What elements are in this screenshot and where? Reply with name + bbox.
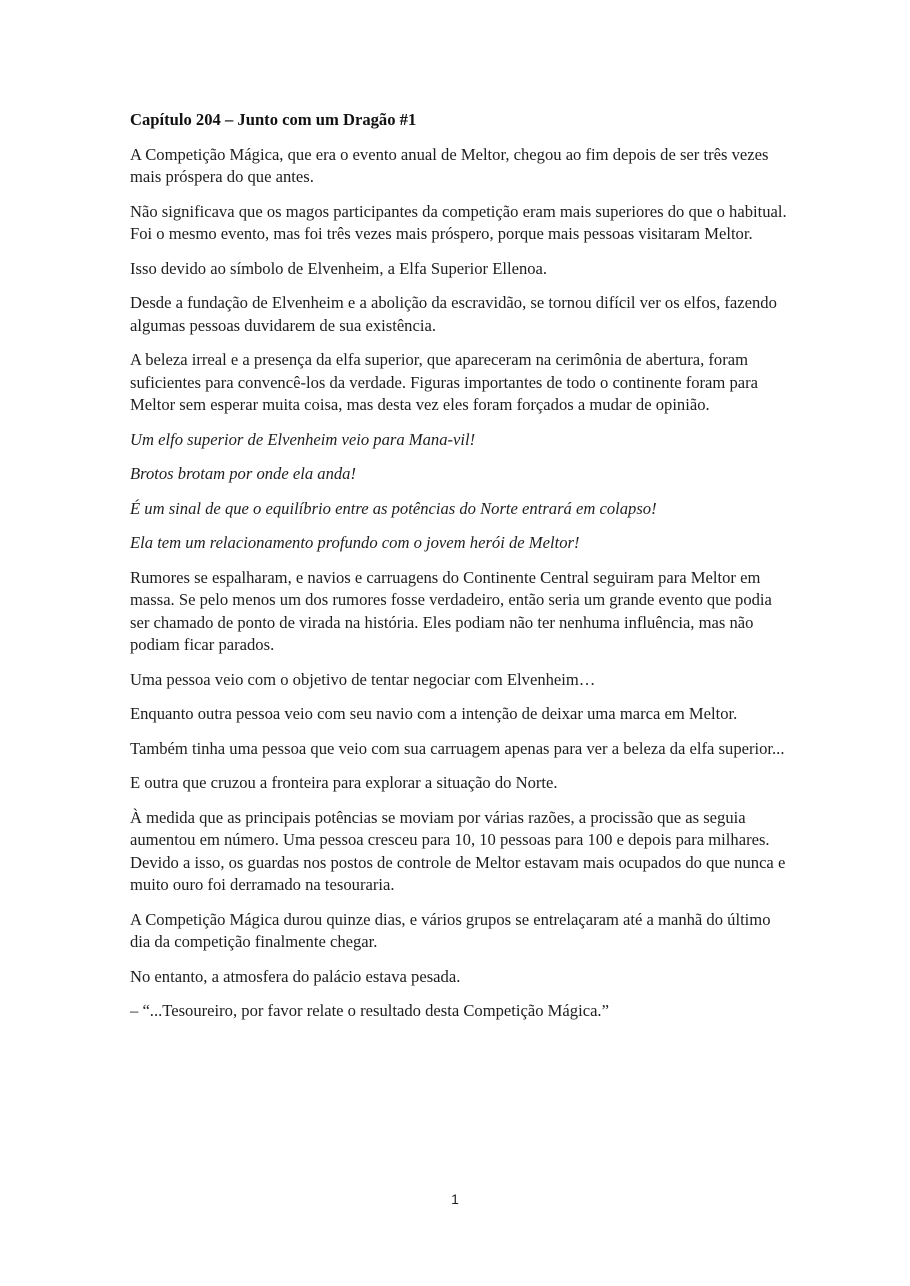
rumor-line-4: Ela tem um relacionamento profundo com o jovem herói de Meltor! [130, 533, 580, 552]
rumor-line-3: É um sinal de que o equilíbrio entre as potências do Norte entrará em colapso! [130, 498, 657, 518]
paragraph-13: Também tinha uma pessoa que veio com sua carruagem apenas para ver a beleza da elfa superior... [130, 738, 785, 758]
paragraph-15: À medida que as principais potências se moviam por várias razões, a procissão que as seguia aumentou em número. Uma pessoa cresceu para 10, 10 pessoas para 100 e depois para milhares. Devido a isso, os guardas nos postos de controle de Meltor estavam mais ocupados do que nunca e muito ouro foi derramado na tesouraria. [130, 807, 786, 894]
document-body [130, 109, 790, 1035]
paragraph-12: Enquanto outra pessoa veio com seu navio com a intenção de deixar uma marca em Meltor. [130, 704, 738, 723]
paragraph-14: E outra que cruzou a fronteira para explorar a situação do Norte. [130, 773, 558, 792]
paragraph-3: Isso devido ao símbolo de Elvenheim, a Elfa Superior Ellenoa. [130, 258, 548, 278]
rumor-line-2: Brotos brotam por onde ela anda! [130, 464, 357, 483]
paragraph-2: Não significava que os magos participantes da competição eram mais superiores do que o habitual. Foi o mesmo evento, mas foi três vezes mais próspero, porque mais pessoas visitaram Meltor. [130, 201, 787, 243]
paragraph-10: Rumores se espalharam, e navios e carruagens do Continente Central seguiram para Meltor em massa. Se pelo menos um dos rumores fosse verdadeiro, então seria um grande evento que podia ser chamado de ponto de virada na história. Eles podiam não ter nenhuma influência, mas não podiam ficar parados. [130, 567, 772, 654]
paragraph-17: No entanto, a atmosfera do palácio estava pesada. [130, 966, 461, 986]
paragraph-11: Uma pessoa veio com o objetivo de tentar negociar com Elvenheim… [130, 669, 596, 689]
paragraph-1: A Competição Mágica, que era o evento anual de Meltor, chegou ao fim depois de ser três vezes mais próspera do que antes. [130, 144, 769, 186]
paragraph-5: A beleza irreal e a presença da elfa superior, que apareceram na cerimônia de abertura, foram suficientes para convencê-los da verdade. Figuras importantes de todo o continente foram para Meltor sem esperar muita coisa, mas desta vez eles foram forçados a mudar de opinião. [130, 350, 759, 414]
chapter-title: Capítulo 204 – Junto com um Dragão #1 [130, 110, 417, 129]
page-number: 1 [451, 1191, 459, 1207]
rumor-line-1: Um elfo superior de Elvenheim veio para Mana-vil! [130, 429, 476, 449]
paragraph-4: Desde a fundação de Elvenheim e a abolição da escravidão, se tornou difícil ver os elfos, fazendo algumas pessoas duvidarem de sua existência. [130, 293, 777, 335]
dialogue-line: – “...Tesoureiro, por favor relate o resultado desta Competição Mágica.” [130, 1001, 609, 1020]
paragraph-16: A Competição Mágica durou quinze dias, e vários grupos se entrelaçaram até a manhã do último dia da competição finalmente chegar. [130, 909, 771, 951]
